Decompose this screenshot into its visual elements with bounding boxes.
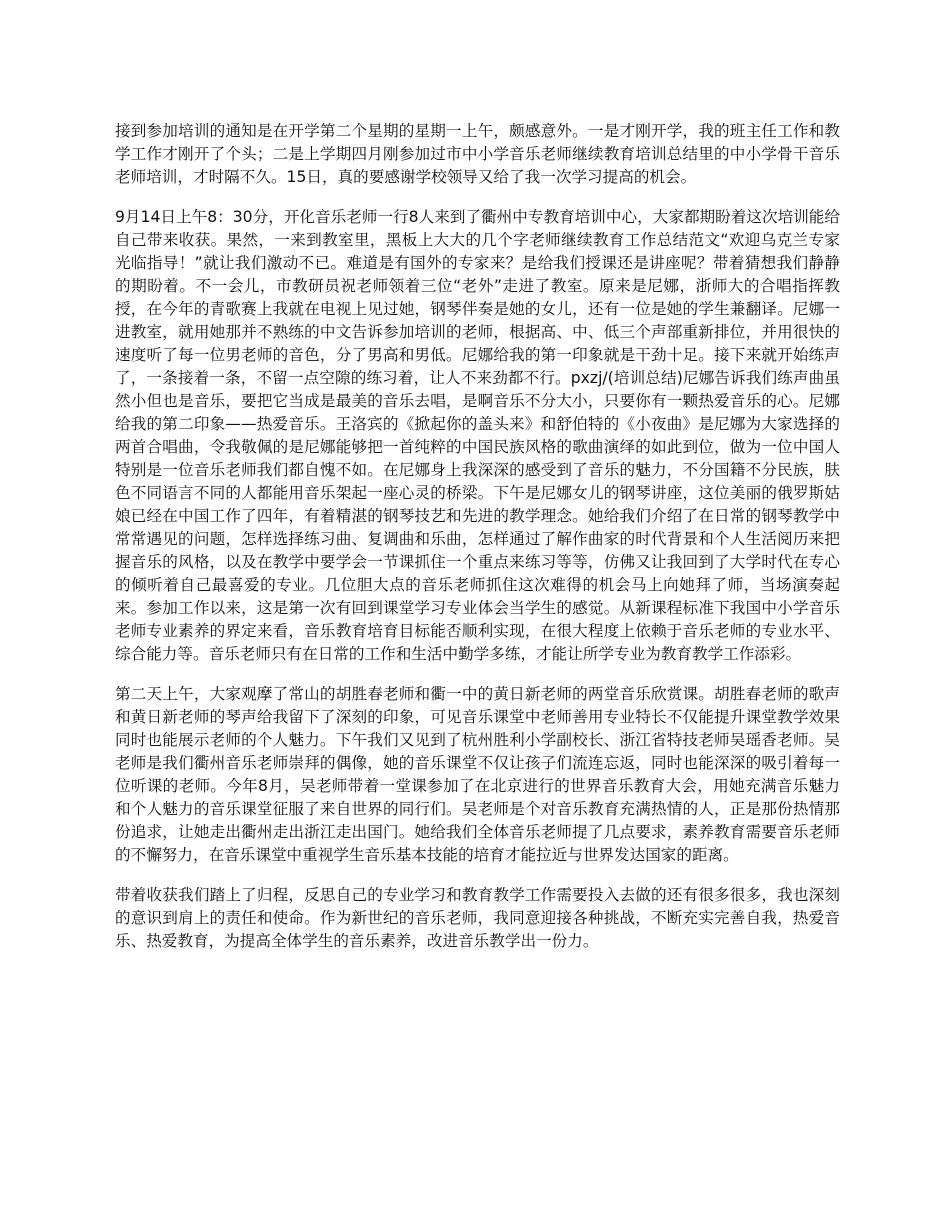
paragraph-first-day: 9月14日上午8：30分，开化音乐老师一行8人来到了衢州中专教育培训中心，大家都期盼着这次培训能给自己带来收获。果然，一来到教室里，黑板上大大的几个字老师继续教育工作总结范文“欢迎乌克兰专家光临指导！”就让我们激动不已。难道是有国外的专家来？是给我们授课还是讲座呢？带着猜想我们静静的期盼着。不一会儿，市教研员祝老师领着三位“老外”走进了教室。原来是尼娜，浙师大的合唱指挥教授，在今年的青歌赛上我就在电视上见过她，钢琴伴奏是她的女儿，还有一位是她的学生兼翻译。尼娜一进教室，就用她那并不熟练的中文告诉参加培训的老师，根据高、中、低三个声部重新排位，并用很快的速度听了每一位男老师的音色，分了男高和男低。尼娜给我的第一印象就是干劲十足。接下来就开始练声了，一条接着一条，不留一点空隙的练习着，让人不来劲都不行。pxzj/(培训总结)尼娜告诉我们练声曲虽然小但也是音乐，要把它当成是最美的音乐去唱，是啊音乐不分大小，只要你有一颗热爱音乐的心。尼娜给我的第二印象——热爱音乐。王洛宾的《掀起你的盖头来》和舒伯特的《小夜曲》是尼娜为大家选择的两首合唱曲，令我敬佩的是尼娜能够把一首纯粹的中国民族风格的歌曲演绎的如此到位，做为一位中国人特别是一位音乐老师我们都自愧不如。在尼娜身上我深深的感受到了音乐的魅力，不分国籍不分民族，肤色不同语言不同的人都能用音乐架起一座心灵的桥梁。下午是尼娜女儿的钢琴讲座，这位美丽的俄罗斯姑娘已经在中国工作了四年，有着精湛的钢琴技艺和先进的教学理念。她给我们介绍了在日常的钢琴教学中常常遇见的问题，怎样选择练习曲、复调曲和乐曲，怎样通过了解作曲家的时代背景和个人生活阅历来把握音乐的风格，以及在教学中要学会一节课抓住一个重点来练习等等，仿佛又让我回到了大学时代在专心的倾听着自己最喜爱的专业。几位胆大点的音乐老师抓住这次难得的机会马上向她拜了师，当场演奏起来。参加工作以来，这是第一次有回到课堂学习专业体会当学生的感觉。从新课程标准下我国中小学音乐老师专业素养的界定来看，音乐教育培育目标能否顺利实现，在很大程度上依赖于音乐老师的专业水平、综合能力等。音乐老师只有在日常的工作和生活中勤学多练，才能让所学专业为教育教学工作添彩。 — [115, 208, 840, 663]
document-body — [115, 120, 840, 970]
paragraph-reflection: 带着收获我们踏上了归程，反思自己的专业学习和教育教学工作需要投入去做的还有很多很多，我也深刻的意识到肩上的责任和使命。作为新世纪的音乐老师，我同意迎接各种挑战，不断充实完善自我，热爱音乐、热爱教育，为提高全体学生的音乐素养，改进音乐教学出一份力。 — [115, 886, 840, 950]
paragraph-training-notice: 接到参加培训的通知是在开学第二个星期的星期一上午，颇感意外。一是才刚开学，我的班主任工作和教学工作才刚开了个头；二是上学期四月刚参加过市中小学音乐老师继续教育培训总结里的中小学骨干音乐老师培训，才时隔不久。15日，真的要感谢学校领导又给了我一次学习提高的机会。 — [115, 122, 840, 186]
paragraph-second-day: 第二天上午，大家观摩了常山的胡胜春老师和衢一中的黄日新老师的两堂音乐欣赏课。胡胜春老师的歌声和黄日新老师的琴声给我留下了深刻的印象，可见音乐课堂中老师善用专业特长不仅能提升课堂教学效果同时也能展示老师的个人魅力。下午我们又见到了杭州胜利小学副校长、浙江省特技老师吴瑶香老师。吴老师是我们衢州音乐老师崇拜的偶像，她的音乐课堂不仅让孩子们流连忘返，同时也能深深的吸引着每一位听课的老师。今年8月，吴老师带着一堂课参加了在北京进行的世界音乐教育大会，用她充满音乐魅力和个人魅力的音乐课堂征服了来自世界的同行们。吴老师是个对音乐教育充满热情的人，正是那份热情那份追求，让她走出衢州走出浙江走出国门。她给我们全体音乐老师提了几点要求，素养教育需要音乐老师的不懈努力，在音乐课堂中重视学生音乐基本技能的培育才能拉近与世界发达国家的距离。 — [115, 685, 840, 864]
